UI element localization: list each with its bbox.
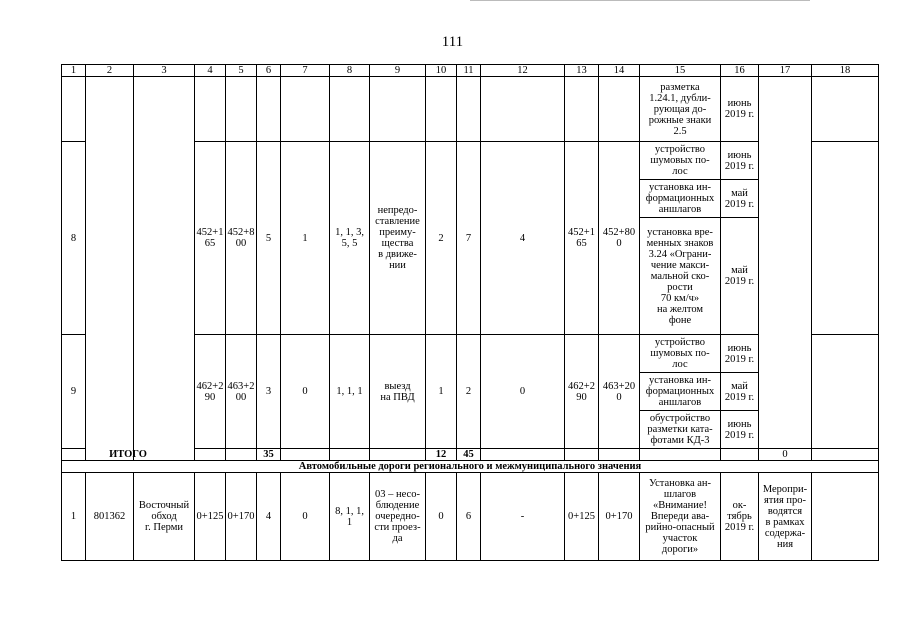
measure-cell: обустройство разметки ката- фотами КД-3 [640,411,721,449]
data-table [61,64,879,561]
date-cell: июнь 2019 г. [721,335,759,373]
measure-cell: установка вре- менных знаков 3.24 «Ограни- чение макси- мальной ско- рости 70 км/ч» на желтом фоне [640,218,721,335]
table-row: 1 801362 Восточный обход г. Перми 0+125 0+170 4 0 8, 1, 1, 1 03 – несо- блюдение очередно- сти проез- да 0 6 - 0+125 0+170 Установка ан- шлагов «Внимание! Впереди ава- рийно-опасный участок дороги» ок- тябрь 2019 г. Меропри- ятия про- водятся в рамках содержа- ния [62,473,879,561]
section-row [62,461,879,473]
totals-c11: 45 [457,449,481,461]
header-cell: 8 [330,65,370,77]
header-cell: 17 [759,65,812,77]
empty-code-cell [86,77,134,461]
measure-cell: устройство шумовых по- лос [640,335,721,373]
header-cell: 14 [599,65,640,77]
totals-row [62,449,879,461]
totals-c6: 35 [257,449,281,461]
date-cell: июнь 2019 г. [721,77,759,142]
date-cell: май 2019 г. [721,180,759,218]
totals-c17: 0 [759,449,812,461]
header-cell: 7 [281,65,330,77]
header-cell: 6 [257,65,281,77]
note-cell: Меропри- ятия про- водятся в рамках содержа- ния [759,473,812,561]
header-cell: 9 [370,65,426,77]
measure-cell: установка ин- формационных аншлагов [640,180,721,218]
header-row [62,65,879,77]
header-cell: 4 [195,65,226,77]
header-cell: 11 [457,65,481,77]
date-cell: май 2019 г. [721,218,759,335]
date-cell: май 2019 г. [721,373,759,411]
date-cell: июнь 2019 г. [721,142,759,180]
road-code: 801362 [86,473,134,561]
header-cell: 13 [565,65,599,77]
header-cell: 2 [86,65,134,77]
table-row [62,77,879,142]
measure-cell: установка ин- формационных аншлагов [640,373,721,411]
header-cell: 1 [62,65,86,77]
totals-c10: 12 [426,449,457,461]
table-row: 9 462+2 90 463+2 00 3 0 1, 1, 1 выезд на ПВД 1 2 0 462+2 90 463+20 0 устройство шумовых по- лос июнь 2019 г. [62,335,879,373]
section-title: Автомобильные дороги регионального и межмуниципального значения [62,461,879,473]
note-cell [759,77,812,449]
empty-road-cell [134,77,195,461]
header-cell: 3 [134,65,195,77]
page-number: 111 [441,34,464,50]
row-number: 9 [62,335,86,449]
table-row: 8 452+1 65 452+8 00 5 1 1, 1, 3, 5, 5 непредо- ставление преиму- щества в движе- нии 2 7 4 452+1 65 452+80 0 устройство шумовых по- лос июнь 2019 г. [62,142,879,180]
measure-cell: разметка 1.24.1, дубли- рующая до- рожные знаки 2.5 [640,77,721,142]
row-number: 8 [62,142,86,335]
header-cell: 18 [812,65,879,77]
row-number: 1 [62,473,86,561]
header-cell: 16 [721,65,759,77]
road-name: Восточный обход г. Перми [134,473,195,561]
date-cell: июнь 2019 г. [721,411,759,449]
header-cell: 15 [640,65,721,77]
measure-cell: устройство шумовых по- лос [640,142,721,180]
scan-edge-line [470,0,810,2]
header-cell: 10 [426,65,457,77]
measure-cell: Установка ан- шлагов «Внимание! Впереди ава- рийно-опасный участок дороги» [640,473,721,561]
header-cell: 12 [481,65,565,77]
date-cell: ок- тябрь 2019 г. [721,473,759,561]
totals-label: ИТОГО [62,449,195,461]
header-cell: 5 [226,65,257,77]
